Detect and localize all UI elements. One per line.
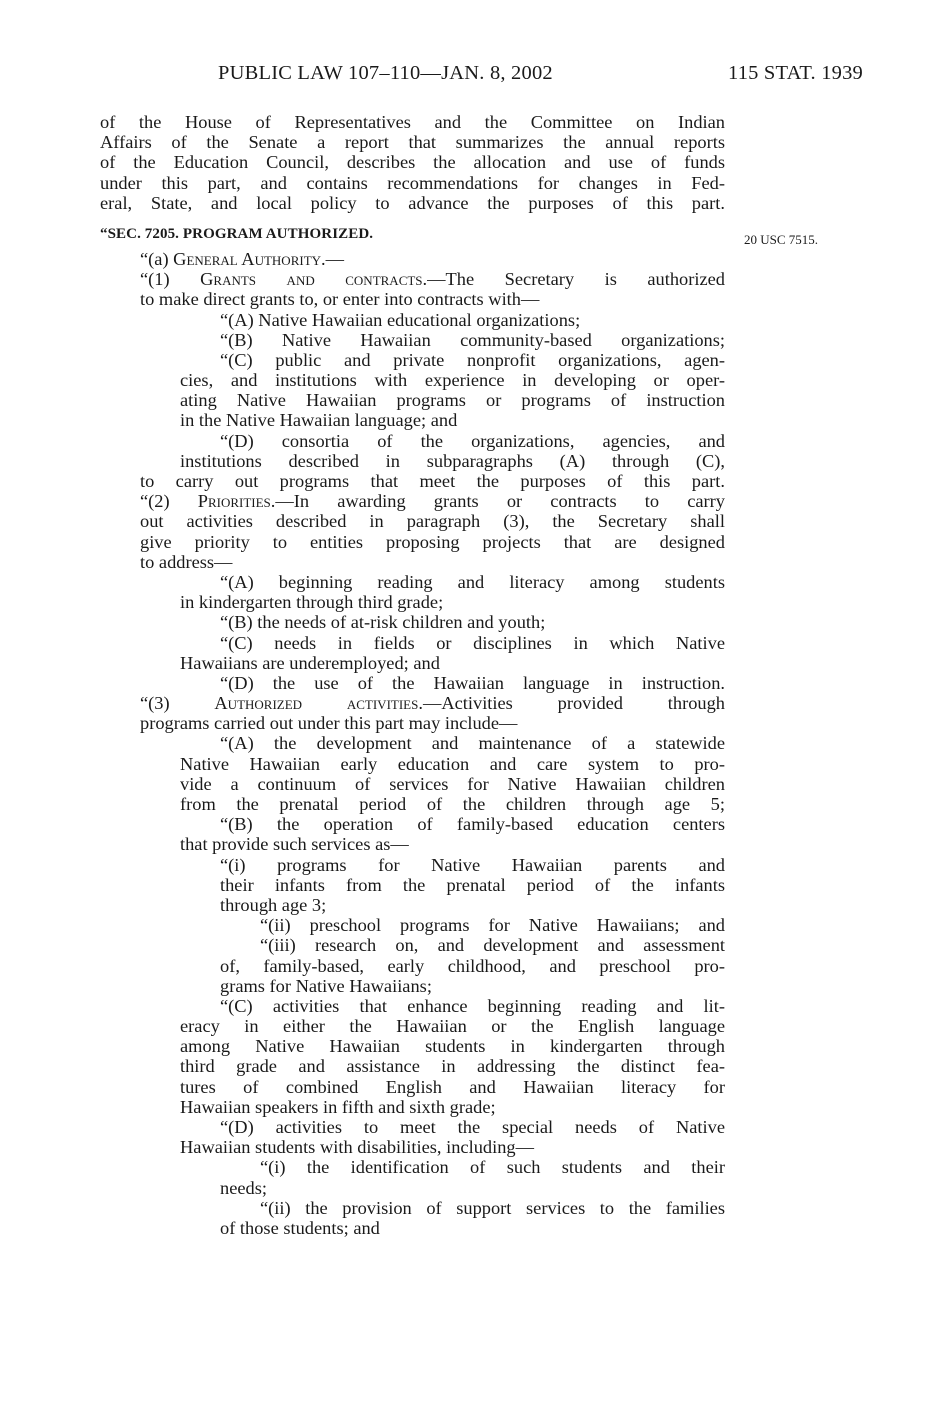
heading-suffix: .—In awarding grants or contracts to carry <box>270 491 725 512</box>
heading-caps: Grants and contracts <box>200 269 423 290</box>
text-line: vide a continuum of services for Native Hawaiian children <box>180 773 725 794</box>
text-line: out activities described in paragraph (3), the Secretary shall <box>140 511 725 532</box>
text-line: among Native Hawaiian students in kindergarten through <box>180 1036 725 1057</box>
text-line: “(C) public and private nonprofit organizations, agen- <box>220 349 725 370</box>
heading-suffix: .— <box>321 248 345 269</box>
page-header <box>100 62 863 92</box>
text-line: give priority to entities proposing projects that are designed <box>140 531 725 552</box>
text-line: “(D) consortia of the organizations, agencies, and <box>220 430 725 451</box>
text-line: to carry out programs that meet the purposes of this part. <box>140 471 725 491</box>
text-line: needs; <box>220 1177 267 1198</box>
running-head: PUBLIC LAW 107–110—JAN. 8, 2002 <box>218 62 553 84</box>
text-line: “(A) beginning reading and literacy among students <box>220 571 725 592</box>
text-line: tures of combined English and Hawaiian literacy for <box>180 1076 725 1097</box>
text-line: eracy in either the Hawaiian or the English language <box>180 1016 725 1037</box>
heading-prefix: “(2) <box>140 491 198 512</box>
heading-prefix: “(1) <box>140 269 201 290</box>
text-line: from the prenatal period of the children through age 5; <box>180 794 725 814</box>
paragraph-1-heading <box>100 269 725 289</box>
document-body <box>100 112 725 1238</box>
text-line: “(C) needs in fields or disciplines in which Native <box>220 632 725 653</box>
text-line: third grade and assistance in addressing the distinct fea- <box>180 1056 725 1077</box>
heading-prefix: “(a) <box>140 248 174 269</box>
text-line: “(i) programs for Native Hawaiian parents and <box>220 854 725 875</box>
text-line: of the House of Representatives and the Committee on Indian <box>100 112 725 132</box>
paragraph-2-heading <box>100 491 725 511</box>
paragraph-3-heading <box>100 693 725 713</box>
text-line: Native Hawaiian early education and care system to pro- <box>180 753 725 774</box>
text-line: ating Native Hawaiian programs or programs of instruction <box>180 390 725 411</box>
text-line: Hawaiian speakers in fifth and sixth grade; <box>180 1096 496 1117</box>
text-line: “(A) Native Hawaiian educational organizations; <box>220 309 581 330</box>
heading-caps: Priorities <box>197 491 271 512</box>
text-line: “(ii) preschool programs for Native Hawaiians; and <box>260 915 725 936</box>
heading-suffix: .—The Secretary is authorized <box>422 269 725 290</box>
text-line: Hawaiians are underemployed; and <box>180 652 440 673</box>
stat-page-number: 115 STAT. 1939 <box>728 62 863 84</box>
text-line: “(i) the identification of such students and their <box>260 1157 725 1178</box>
subsection-a-heading <box>100 249 725 269</box>
text-line: that provide such services as— <box>180 834 409 855</box>
text-line: programs carried out under this part may include— <box>140 713 518 734</box>
text-line: grams for Native Hawaiians; <box>220 975 432 996</box>
intro-paragraph <box>100 112 725 213</box>
heading-suffix: .—Activities provided through <box>418 693 725 714</box>
text-line: under this part, and contains recommendations for changes in Fed- <box>100 172 725 193</box>
text-line: “(ii) the provision of support services to the families <box>260 1197 725 1218</box>
text-line: Hawaiian students with disabilities, including— <box>180 1137 534 1158</box>
text-line: “(D) activities to meet the special needs of Native <box>220 1117 725 1137</box>
text-line: through age 3; <box>220 894 327 915</box>
text-line: of those students; and <box>220 1217 380 1238</box>
text-line: their infants from the prenatal period of the infants <box>220 874 725 895</box>
heading-caps: Authorized activities <box>214 693 419 714</box>
heading-caps: General Authority <box>173 248 322 269</box>
margin-citation: 20 USC 7515. <box>744 232 819 247</box>
text-line: to make direct grants to, or enter into contracts with— <box>140 289 540 310</box>
text-line: “(B) Native Hawaiian community-based organizations; <box>220 329 725 350</box>
text-line: institutions described in subparagraphs (A) through (C), <box>180 450 725 471</box>
text-line: of, family-based, early childhood, and preschool pro- <box>220 955 725 976</box>
text-line: in kindergarten through third grade; <box>180 592 444 613</box>
text-line: cies, and institutions with experience in developing or oper- <box>180 370 725 391</box>
text-line: eral, State, and local policy to advance the purposes of this part. <box>100 192 725 213</box>
text-line: “(iii) research on, and development and assessment <box>260 935 725 956</box>
text-line: “(A) the development and maintenance of a statewide <box>220 733 725 754</box>
section-heading: “SEC. 7205. PROGRAM AUTHORIZED. <box>100 225 374 242</box>
text-line: of the Education Council, describes the allocation and use of funds <box>100 152 725 173</box>
text-line: “(D) the use of the Hawaiian language in instruction. <box>220 672 725 693</box>
text-line: “(B) the needs of at-risk children and youth; <box>220 612 546 633</box>
text-line: “(C) activities that enhance beginning reading and lit- <box>220 995 725 1016</box>
text-line: “(B) the operation of family-based education centers <box>220 814 725 835</box>
text-line: in the Native Hawaiian language; and <box>180 410 458 431</box>
text-line: to address— <box>140 551 233 572</box>
text-line: Affairs of the Senate a report that summarizes the annual reports <box>100 132 725 153</box>
heading-prefix: “(3) <box>140 693 215 714</box>
